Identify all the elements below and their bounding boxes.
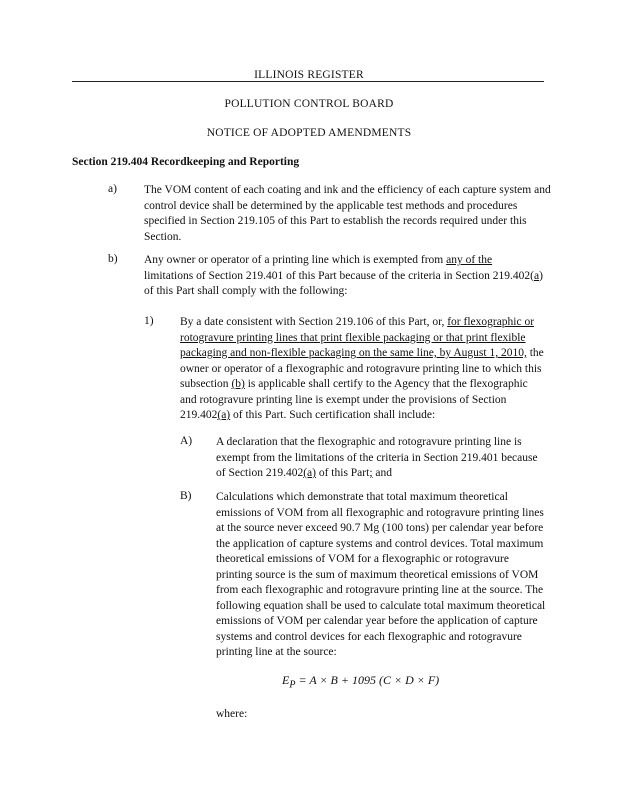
subsection-b-text bbox=[144, 253, 544, 300]
amendment-insertion: a bbox=[533, 269, 540, 282]
register-header: ILLINOIS REGISTER bbox=[254, 69, 364, 81]
text-run: of this Part. Such certification shall include: bbox=[230, 409, 436, 421]
equation-subscript: P bbox=[289, 679, 296, 691]
amendment-insertion: any of the bbox=[446, 254, 493, 266]
text-run: By a date consistent with Section 219.106 of this Part, or, bbox=[180, 316, 448, 328]
text-run: of this Part bbox=[315, 467, 370, 479]
section-title: Section 219.404 Recordkeeping and Reporting bbox=[72, 156, 300, 168]
amendment-insertion: ; bbox=[369, 467, 373, 479]
text-run: ) of this Part shall comply with the following: bbox=[144, 269, 543, 297]
amendment-insertion: (a) bbox=[217, 409, 231, 421]
equation-rhs: = A × B + 1095 (C × D × F) bbox=[295, 673, 440, 687]
text-run: the owner or operator of a flexographic and rotogravure printing line to which this subsection bbox=[180, 347, 544, 390]
subsection-a-label: a) bbox=[108, 183, 117, 195]
item-A-label: A) bbox=[180, 435, 193, 447]
amendment-insertion: (b) bbox=[231, 378, 245, 390]
item-B-label: B) bbox=[180, 490, 192, 502]
item-1-label: 1) bbox=[144, 315, 154, 327]
item-1-text bbox=[180, 315, 545, 424]
notice-title: NOTICE OF ADOPTED AMENDMENTS bbox=[206, 127, 412, 139]
text-run: A declaration that the flexographic and rotogravure printing line is exempt from the limitations of the criteria in Section 219.401 because of Section 219.402 bbox=[216, 436, 538, 479]
text-run: Any owner or operator of a printing line which is exempted from bbox=[144, 254, 447, 266]
emissions-equation bbox=[282, 673, 439, 690]
amendment-insertion: for flexographic or rotogravure printing lines that print flexible packaging or that print flexible packaging and non-flexible packaging on the same line, by August 1, 2010, bbox=[180, 316, 535, 359]
text-run: and bbox=[372, 467, 393, 479]
where-label: where: bbox=[216, 708, 248, 720]
header-rule bbox=[72, 81, 544, 82]
subsection-a-text: The VOM content of each coating and ink and the efficiency of each capture system and control device shall be determined by the applicable test methods and procedures specified in Section 219.105 of this Part to establish the records required under this Section. bbox=[144, 184, 551, 243]
text-run: is applicable shall certify to the Agency that the flexographic and rotogravure printing line is exempt under the provisions of Section 219.402 bbox=[180, 378, 528, 421]
amendment-insertion: (a) bbox=[303, 467, 316, 479]
equation-lhs: E bbox=[282, 673, 290, 687]
item-A-text bbox=[216, 435, 546, 482]
item-B-text: Calculations which demonstrate that total maximum theoretical emissions of VOM from all flexographic and rotogravure printing lines at the source never exceed 90.7 Mg (100 tons) per calendar year before the application of capture systems and control devices. Total maximum theoretical emissions of VOM for a flexographic or rotogravure printing source is the sum of maximum theoretical emissions of VOM from each flexographic and rotogravure printing line at the source. The following equation shall be used to calculate total maximum theoretical emissions of VOM per calendar year before the application of capture systems and control devices for each flexographic and rotogravure printing line at the source: bbox=[216, 491, 546, 658]
board-name: POLLUTION CONTROL BOARD bbox=[224, 98, 394, 110]
subsection-b-label: b) bbox=[108, 253, 118, 265]
text-run: limitations of Section 219.401 of this Part because of the criteria in Section 219.402( bbox=[144, 269, 534, 282]
